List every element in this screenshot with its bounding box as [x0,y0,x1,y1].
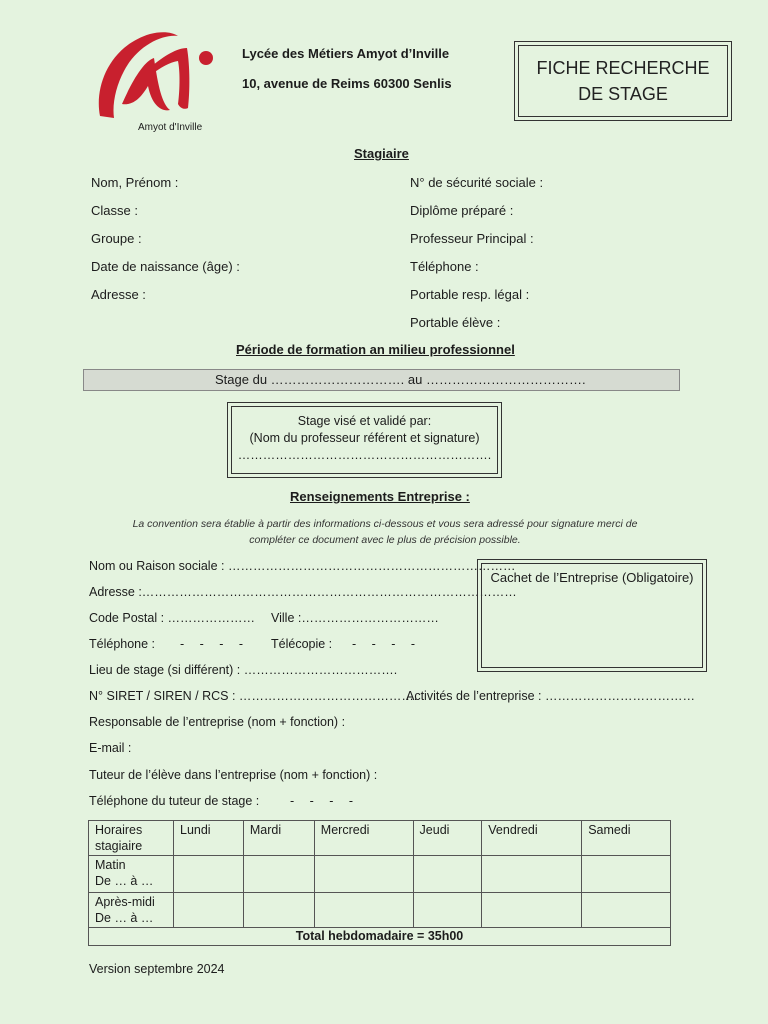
table-cell[interactable] [243,893,314,928]
field-professeur: Professeur Principal : [410,231,534,246]
field-secu: N° de sécurité sociale : [410,175,544,190]
header-mercredi: Mercredi [314,821,413,856]
field-entreprise-telephone: Téléphone : [89,637,156,651]
validation-line-1: Stage visé et validé par: [297,414,432,428]
stagiaire-title: Stagiaire [354,146,409,161]
header-vendredi: Vendredi [482,821,582,856]
header-mardi: Mardi [243,821,314,856]
field-activites: Activités de l’entreprise : ……………………………… [406,689,695,703]
periode-title: Période de formation an milieu professionnel [236,342,515,357]
total-row [89,928,671,946]
table-cell[interactable] [582,856,671,893]
field-portable-resp: Portable resp. légal : [410,287,530,302]
header-lundi: Lundi [174,821,244,856]
field-classe: Classe : [91,203,138,218]
validation-line-2: (Nom du professeur référent et signature) [249,431,480,445]
field-telecopie: Télécopie : [271,637,333,651]
matin-range: De … à … [95,874,154,888]
table-row [89,856,671,893]
field-adresse: Adresse : [91,287,146,302]
field-raison-sociale: Nom ou Raison sociale : …………………………………………………………… [89,559,516,573]
school-name: Lycée des Métiers Amyot d’Inville [242,46,450,61]
field-telephone: Téléphone : [410,259,479,274]
cachet-label: Cachet de l’Entreprise (Obligatoire) [481,563,703,668]
table-cell[interactable] [314,856,413,893]
apres-midi-label: Après-midi [95,895,155,909]
table-cell[interactable] [243,856,314,893]
entreprise-note [90,516,680,548]
field-email: E-mail : [89,741,132,755]
table-row [89,893,671,928]
total-hebdomadaire: Total hebdomadaire = 35h00 [89,928,671,946]
tel-tuteur-dashes: - - - - [290,794,360,808]
field-date-naissance: Date de naissance (âge) : [91,259,240,274]
table-cell[interactable] [314,893,413,928]
stage-dates: Stage du …………………………. au ………………………………. [215,372,586,387]
field-entreprise-adresse: Adresse :……………………………………………………………………………… [89,585,517,599]
cachet-box [477,559,707,672]
field-ville: Ville :…………………………… [271,611,439,625]
field-nom-prenom: Nom, Prénom : [91,175,179,190]
field-portable-eleve: Portable élève : [410,315,501,330]
title-line-1: FICHE RECHERCHE [536,58,710,78]
telephone-dashes: - - - - [180,637,250,651]
field-lieu-stage: Lieu de stage (si différent) : ………………………………. [89,663,398,677]
table-cell[interactable] [582,893,671,928]
telecopie-dashes: - - - - [352,637,422,651]
version-text: Version septembre 2024 [89,962,225,976]
header-samedi: Samedi [582,821,671,856]
logo-text: Amyot d'Inville [138,122,203,133]
validation-line-3: ……………………………………………………. [237,448,492,462]
field-groupe: Groupe : [91,231,142,246]
table-cell[interactable] [174,856,244,893]
field-diplome: Diplôme préparé : [410,203,514,218]
field-responsable: Responsable de l’entreprise (nom + fonction) : [89,715,346,729]
entreprise-title: Renseignements Entreprise : [290,489,470,504]
matin-label: Matin [95,858,126,872]
title-box [514,41,732,121]
row-label-matin [89,856,174,893]
horaires-table [88,820,671,946]
apres-midi-range: De … à … [95,911,154,925]
school-address: 10, avenue de Reims 60300 Senlis [242,76,452,91]
field-siret: N° SIRET / SIREN / RCS : ……………………………………. [89,689,418,703]
header-horaires: Horaires stagiaire [89,821,174,856]
field-tel-tuteur: Téléphone du tuteur de stage : [89,794,260,808]
validation-box [227,402,502,478]
table-cell[interactable] [413,893,482,928]
school-logo [92,26,222,141]
table-cell[interactable] [413,856,482,893]
row-label-apres-midi [89,893,174,928]
note-line-1: La convention sera établie à partir des informations ci-dessous et vous sera adressé pour signature merci de [132,518,638,530]
field-code-postal: Code Postal : ………………… [89,611,256,625]
table-header-row [89,821,671,856]
field-tuteur: Tuteur de l’élève dans l’entreprise (nom + fonction) : [89,768,378,782]
stage-dates-bar [83,369,680,391]
title-line-2: DE STAGE [578,84,668,104]
header-jeudi: Jeudi [413,821,482,856]
note-line-2: compléter ce document avec le plus de précision possible. [249,534,521,546]
table-cell[interactable] [482,893,582,928]
table-cell[interactable] [482,856,582,893]
table-cell[interactable] [174,893,244,928]
